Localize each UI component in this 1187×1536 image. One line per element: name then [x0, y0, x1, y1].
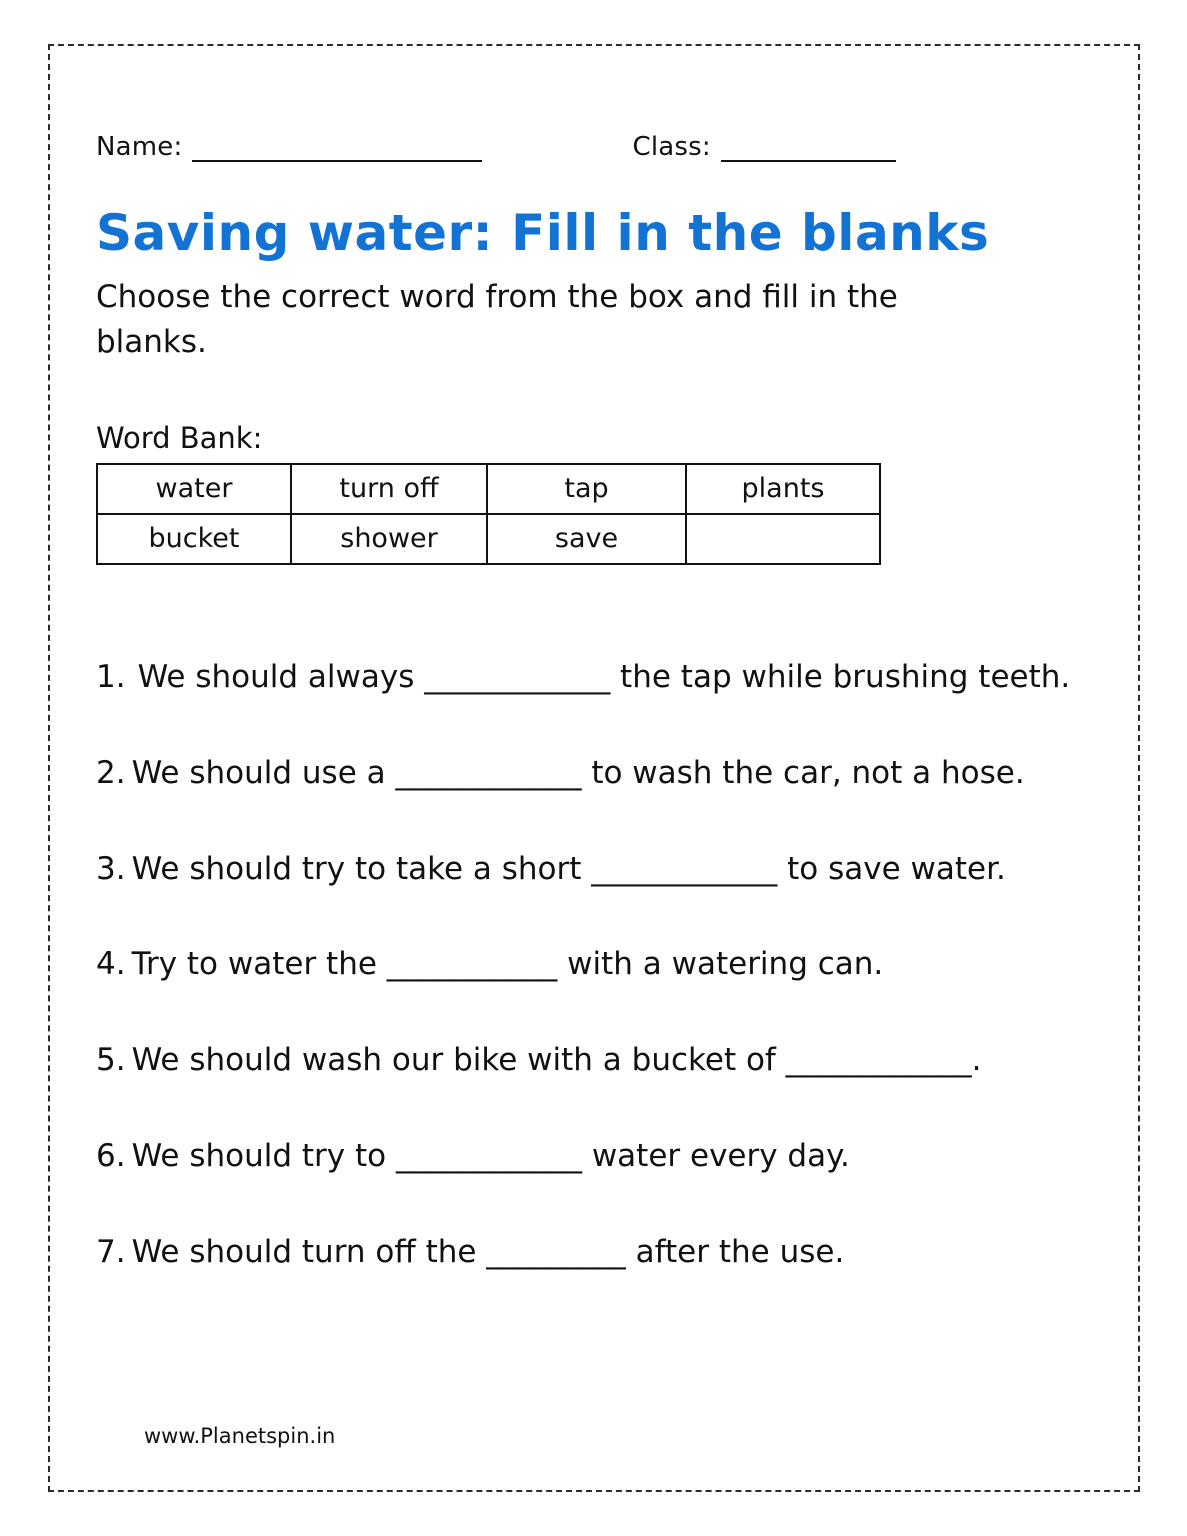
list-item — [96, 1040, 1096, 1082]
word-bank-cell: save — [487, 514, 686, 564]
class-field — [632, 132, 895, 162]
word-bank-cell: plants — [686, 464, 880, 514]
word-bank-cell: turn off — [291, 464, 487, 514]
word-bank-cell: bucket — [97, 514, 291, 564]
name-input-rule[interactable] — [192, 138, 482, 162]
question-number: 3. — [96, 850, 126, 887]
question-number: 2. — [96, 754, 126, 791]
student-info-row — [96, 132, 1096, 162]
list-item — [96, 944, 1096, 986]
list-item — [96, 1136, 1096, 1178]
list-item — [96, 657, 1096, 699]
name-field — [96, 132, 482, 162]
question-number: 5. — [96, 1042, 126, 1079]
question-number: 7. — [96, 1233, 126, 1270]
word-bank-cell-empty — [686, 514, 880, 564]
question-number: 6. — [96, 1138, 126, 1175]
table-row — [97, 514, 880, 564]
list-item — [96, 753, 1096, 795]
class-label: Class: — [632, 132, 711, 162]
name-label: Name: — [96, 132, 183, 162]
instructions-text: Choose the correct word from the box and fill in the blanks. — [96, 279, 898, 360]
word-bank-label: Word Bank: — [96, 420, 263, 455]
word-bank-table — [96, 463, 881, 565]
worksheet-content — [96, 96, 1096, 1328]
list-item — [96, 849, 1096, 891]
footer-website: www.Planetspin.in — [144, 1424, 336, 1448]
question-text: We should try to ____________ water every day. — [131, 1138, 850, 1175]
question-number: 4. — [96, 946, 126, 983]
question-number: 1. — [96, 658, 126, 695]
question-text: We should turn off the _________ after the use. — [131, 1233, 845, 1270]
word-bank-cell: water — [97, 464, 291, 514]
questions-list — [96, 657, 1096, 1274]
table-row — [97, 464, 880, 514]
class-input-rule[interactable] — [721, 138, 896, 162]
list-item — [96, 1232, 1096, 1274]
page-title: Saving water: Fill in the blanks — [96, 204, 990, 262]
word-bank-cell: tap — [487, 464, 686, 514]
question-text: We should always ____________ the tap while brushing teeth. — [137, 658, 1071, 695]
question-text: We should wash our bike with a bucket of ____________. — [131, 1042, 982, 1079]
word-bank-cell: shower — [291, 514, 487, 564]
question-text: We should use a ____________ to wash the car, not a hose. — [131, 754, 1025, 791]
question-text: Try to water the ___________ with a watering can. — [131, 946, 884, 983]
question-text: We should try to take a short ____________ to save water. — [131, 850, 1006, 887]
